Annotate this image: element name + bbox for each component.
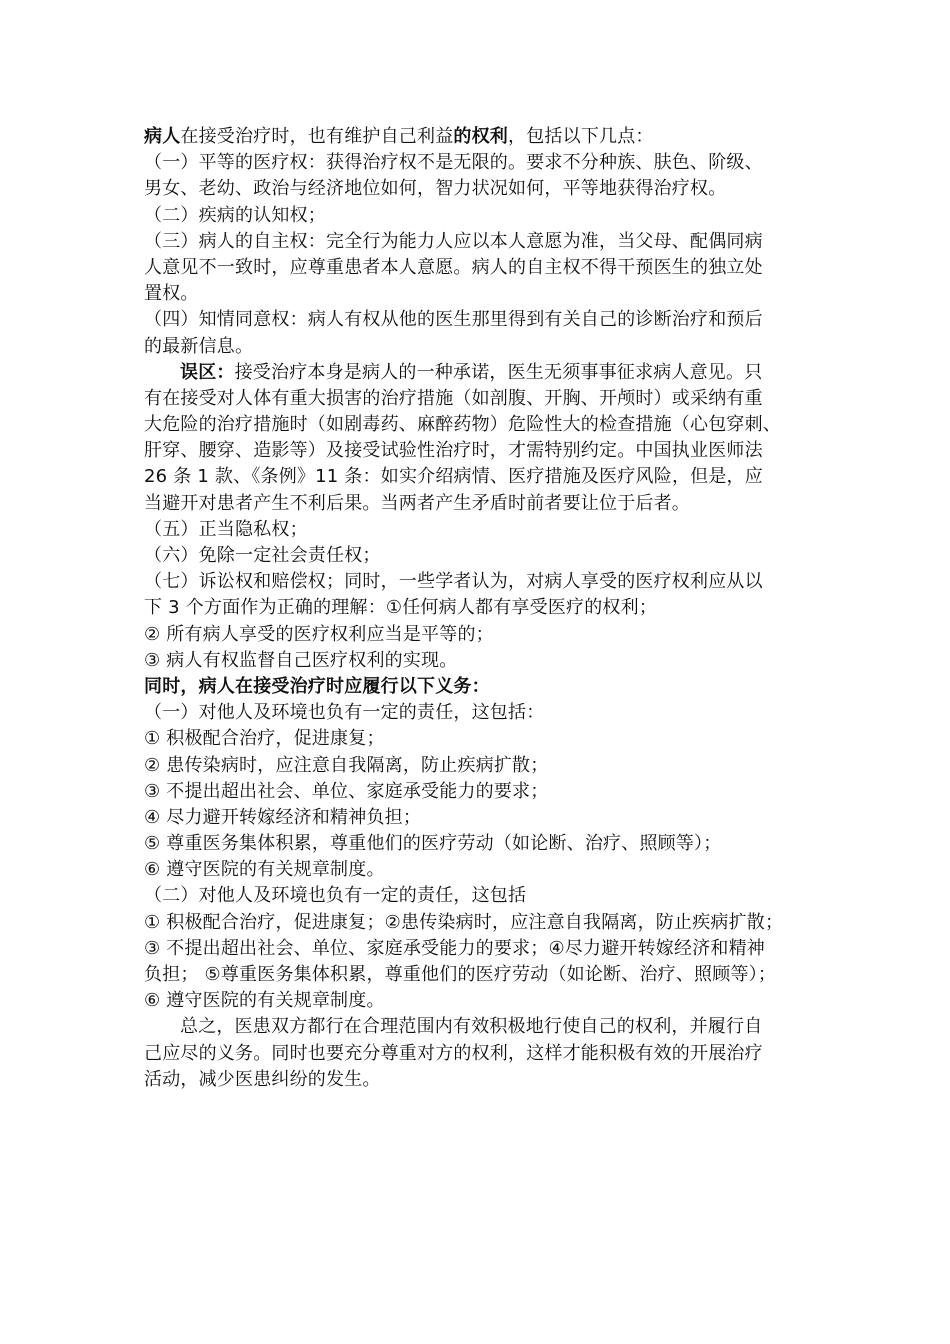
- duty-1-item: ⑥ 遵守医院的有关规章制度。: [144, 859, 385, 881]
- right-1-line-1: （一）平等的医疗权：获得治疗权不是无限的。要求不分种族、肤色、阶级、: [144, 152, 763, 174]
- conclusion-line-3: 活动，减少医患纠纷的发生。: [144, 1068, 381, 1090]
- intro-text: 在接受治疗时，也有维护自己利益: [180, 126, 454, 147]
- right-7-line-2: 下 3 个方面作为正确的理解：①任何病人都有享受医疗的权利；: [144, 597, 658, 619]
- right-3-line-2: 人意见不一致时，应尊重患者本人意愿。病人的自主权不得干预医生的独立处: [144, 256, 763, 278]
- right-3-line-3: 置权。: [144, 283, 199, 305]
- understanding-2: ② 所有病人享受的医疗权利应当是平等的；: [144, 623, 494, 645]
- right-5: （五）正当隐私权；: [144, 518, 308, 540]
- duty-1-item: ③ 不提出超出社会、单位、家庭承受能力的要求；: [144, 780, 549, 802]
- intro-bold-patient: 病人: [144, 126, 181, 147]
- duty-2-title: （二）对他人及环境也负有一定的责任，这包括: [144, 885, 527, 907]
- misconception-line-1: [144, 360, 824, 386]
- right-4-line-2: 的最新信息。: [144, 335, 254, 357]
- duty-1-item: ⑤ 尊重医务集体积累，尊重他们的医疗劳动（如论断、治疗、照顾等）；: [144, 833, 722, 855]
- misconception-text: 接受治疗本身是病人的一种承诺，医生无须事事征求病人意见。只: [234, 361, 763, 383]
- right-2: （二）疾病的认知权；: [144, 204, 326, 226]
- duty-2-line-4: ⑥ 遵守医院的有关规章制度。: [144, 990, 385, 1012]
- duty-2-line-2: ③ 不提出超出社会、单位、家庭承受能力的要求；④尽力避开转嫁经济和精神: [144, 937, 765, 959]
- document-body: [144, 124, 824, 1093]
- right-3-line-1: （三）病人的自主权：完全行为能力人应以本人意愿为准，当父母、配偶同病: [144, 230, 763, 252]
- intro-line: [144, 124, 824, 150]
- misconception-line-4: 肝穿、腰穿、造影等）及接受试验性治疗时，才需特别约定。中国执业医师法: [144, 440, 763, 462]
- misconception-line-5: 26 条 1 款、《条例》11 条：如实介绍病情、医疗措施及医疗风险，但是，应: [144, 466, 763, 488]
- duty-2-line-3: 负担； ⑤尊重医务集体积累，尊重他们的医疗劳动（如论断、治疗、照顾等）；: [144, 964, 777, 985]
- right-7-line-1: （七）诉讼权和赔偿权；同时，一些学者认为，对病人享受的医疗权利应从以: [144, 571, 763, 593]
- right-1-line-2: 男女、老幼、政治与经济地位如何，智力状况如何，平等地获得治疗权。: [144, 178, 727, 200]
- duty-1-item: ② 患传染病时，应注意自我隔离，防止疾病扩散；: [144, 754, 549, 776]
- duty-1-item: ① 积极配合治疗，促进康复；: [144, 728, 385, 750]
- duties-heading: 同时，病人在接受治疗时应履行以下义务：: [144, 675, 490, 697]
- intro-bold-rights: 的权利: [453, 126, 509, 147]
- right-6: （六）免除一定社会责任权；: [144, 545, 381, 566]
- conclusion-line-2: 己应尽的义务。同时也要充分尊重对方的权利，这样才能积极有效的开展治疗: [144, 1042, 763, 1064]
- conclusion-line-1: 总之，医患双方都行在合理范围内有效积极地行使自己的权利，并履行自: [180, 1016, 763, 1038]
- duty-1-title: （一）对他人及环境也负有一定的责任，这包括：: [144, 702, 545, 724]
- duty-1-item: ④ 尽力避开转嫁经济和精神负担；: [144, 806, 422, 828]
- intro-tail: ，包括以下几点：: [508, 126, 654, 147]
- understanding-3: ③ 病人有权监督自己医疗权利的实现。: [144, 649, 458, 671]
- misconception-line-3: 大危险的治疗措施时（如剧毒药、麻醉药物）危险性大的检查措施（心包穿刺、: [144, 414, 781, 436]
- misconception-line-6: 当避开对患者产生不利后果。当两者产生矛盾时前者要让位于后者。: [144, 492, 690, 514]
- duty-2-line-1: ① 积极配合治疗，促进康复；②患传染病时，应注意自我隔离，防止疾病扩散；: [144, 911, 784, 933]
- misconception-line-2: 有在接受对人体有重大损害的治疗措施（如剖腹、开胸、开颅时）或采纳有重: [144, 387, 763, 409]
- misconception-label: 误区：: [180, 361, 235, 383]
- right-4-line-1: （四）知情同意权：病人有权从他的医生那里得到有关自己的诊断治疗和预后: [144, 309, 763, 331]
